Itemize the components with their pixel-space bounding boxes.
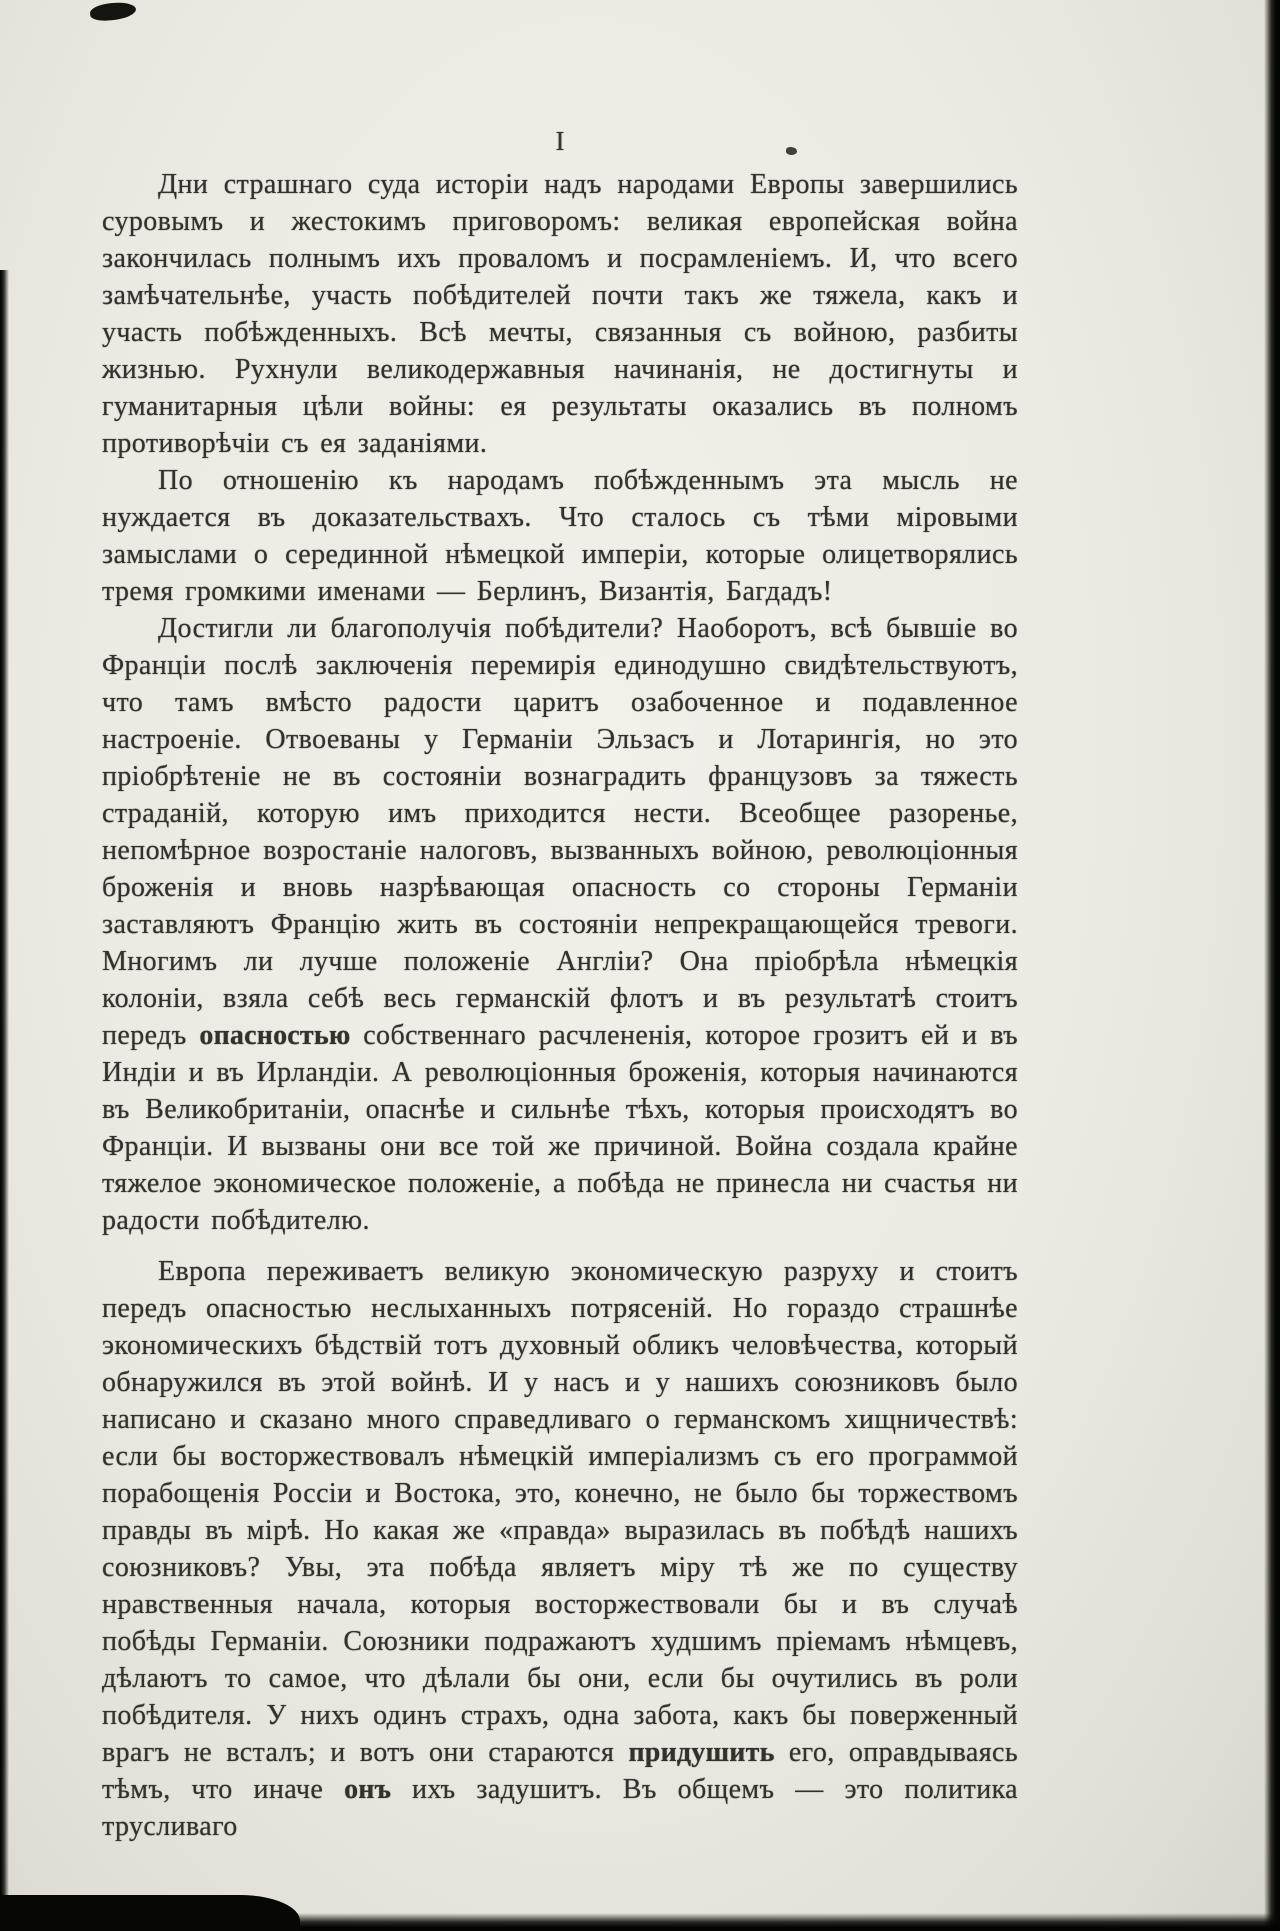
ink-speck: [786, 147, 797, 155]
scan-edge-right: [1264, 0, 1280, 1931]
text-run: Достигли ли благополучія побѣдители? Наоборотъ, всѣ бывшіе во Франціи послѣ заключенія перемирія единодушно свидѣтельствуютъ, что тамъ вмѣсто радости царитъ озабоченное и подавленное настроеніе. Отвоеваны у Германіи Эльзасъ и Лотарингія, но это пріобрѣтеніе не въ состояніи вознаградить французовъ за тяжесть страданій, которую имъ приходится нести. Всеобщее разоренье, непомѣрное возростаніе налоговъ, вызванныхъ войною, революціонныя броженія и вновь назрѣвающая опасность со стороны Германіи заставляютъ Францію жить въ состояніи непрекращающейся тревоги. Многимъ ли лучше положеніе Англіи? Она пріобрѣла нѣмецкія колоніи, взяла себѣ весь германскій флотъ и въ результатѣ стоитъ передъ: [102, 613, 1018, 1051]
page-number: I: [555, 126, 565, 156]
text-run: его, оправдываясь тѣмъ, что иначе: [102, 1737, 1018, 1805]
paragraph: [102, 462, 1018, 610]
text-run: собственнаго расчлененія, которое грозитъ ей и въ Индіи и въ Ирландіи. А революціонныя броженія, которыя начинаются въ Великобританіи, опаснѣе и сильнѣе тѣхъ, которыя происходятъ во Франціи. И вызваны они все той же причиной. Война создала крайне тяжелое экономическое положеніе, а побѣда не принесла ни счастья ни радости побѣдителю.: [102, 1020, 1018, 1236]
text-run: Дни страшнаго суда исторіи надъ народами Европы завершились суровымъ и жестокимъ приговоромъ: великая европейская война закончилась полнымъ ихъ проваломъ и посрамленіемъ. И, что всего замѣчательнѣе, участь побѣдителей почти такъ же тяжела, какъ и участь побѣжденныхъ. Всѣ мечты, связанныя съ войною, разбиты жизнью. Рухнули великодержавныя начинанія, не достигнуты и гуманитарныя цѣли войны: ея результаты оказались въ полномъ противорѣчіи съ ея заданіями.: [102, 169, 1018, 459]
text-run: ихъ задушитъ. Въ общемъ — это политика трусливаго: [102, 1774, 1018, 1842]
text-run: Европа переживаетъ великую экономическую разруху и стоитъ передъ опасностью неслыханныхъ потрясеній. Но гораздо страшнѣе экономическихъ бѣдствій тотъ духовный обликъ человѣчества, который обнаружился въ этой войнѣ. И у насъ и у нашихъ союзниковъ было написано и сказано много справедливаго о германскомъ хищничествѣ: если бы восторжествовалъ нѣмецкій имперіализмъ съ его программой порабощенія Россіи и Востока, это, конечно, не было бы торжествомъ правды въ мірѣ. Но какая же «правда» выразилась въ побѣдѣ нашихъ союзниковъ? Увы, эта побѣда являетъ міру тѣ же по существу нравственныя начала, которыя восторжествовали бы и въ случаѣ побѣды Германіи. Союзники подражаютъ худшимъ пріемамъ нѣмцевъ, дѣлаютъ то самое, что дѣлали бы они, если бы очутились въ роли побѣдителя. У нихъ одинъ страхъ, одна забота, какъ бы поверженный врагъ не всталъ; и вотъ они стараются: [102, 1256, 1018, 1768]
text-block: [102, 166, 1018, 1845]
paragraph: [102, 166, 1018, 462]
scan-edge-left: [0, 270, 9, 1931]
scan-ink-smudge: [89, 0, 137, 22]
bold-emphasis: придушить: [628, 1737, 775, 1768]
text-run: По отношенію къ народамъ побѣжденнымъ эта мысль не нуждается въ доказательствахъ. Что сталось съ тѣми міровыми замыслами о серединной нѣмецкой имперіи, которые олицетворялись тремя громкими именами — Берлинъ, Византія, Багдадъ!: [102, 465, 1018, 607]
bold-emphasis: опасностью: [199, 1020, 351, 1051]
paragraph: [102, 1253, 1018, 1845]
scan-corner-bottom-left: [0, 1895, 300, 1931]
paragraph: [102, 610, 1018, 1239]
bold-emphasis: онъ: [344, 1774, 392, 1805]
